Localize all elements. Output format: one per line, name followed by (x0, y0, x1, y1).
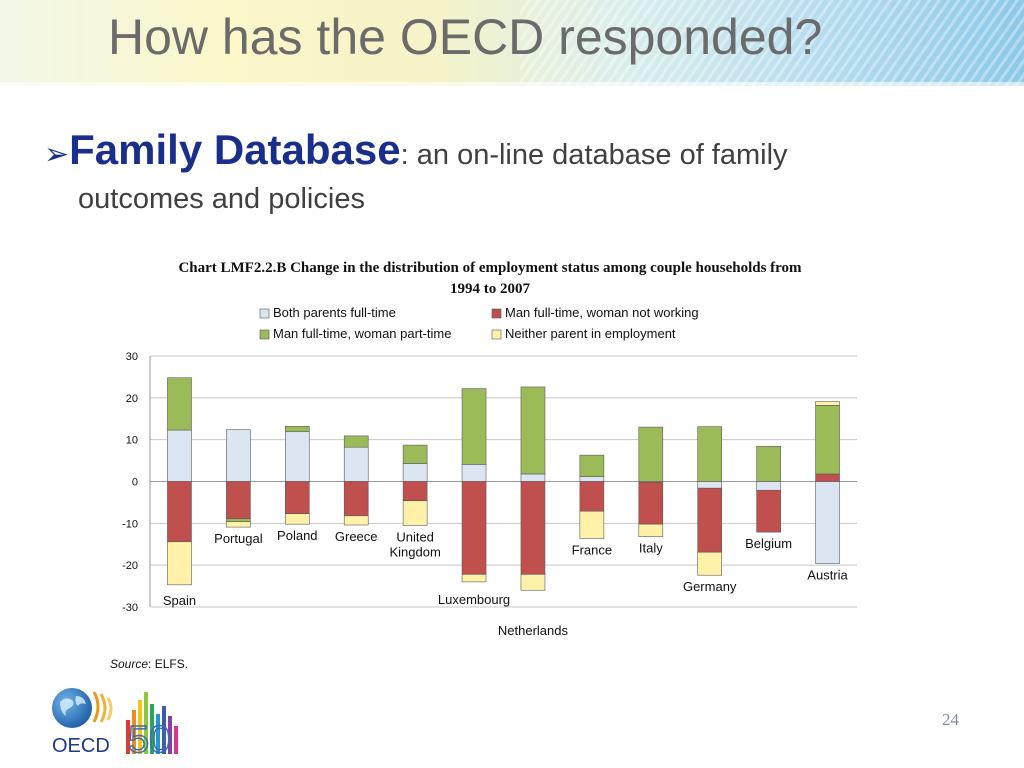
bar-spain-both-full-time (167, 430, 191, 481)
chart-title (110, 258, 870, 300)
bar-netherlands-man-full-woman-not (521, 482, 545, 575)
bar-greece-neither (344, 516, 368, 525)
arrow-bullet-icon: ➢ (44, 138, 70, 171)
bullet-rest-line1: : an on-line database of family (400, 139, 788, 171)
bar-luxembourg-neither (462, 574, 486, 582)
bar-united-kingdom-man-full-woman-not (403, 482, 427, 501)
bar-united-kingdom-neither (403, 501, 427, 526)
y-tick-label: -10 (122, 518, 138, 531)
bar-greece-man-full-woman-part (344, 436, 368, 447)
legend-swatch-man-full-time-woman-not-working (492, 309, 501, 318)
bar-germany-both-full-time (698, 482, 722, 489)
bar-france-man-full-woman-not (580, 482, 604, 512)
bar-luxembourg-both-full-time (462, 464, 486, 481)
swirl-icon (94, 692, 111, 722)
y-tick-label: 0 (131, 476, 138, 489)
legend-swatch-both-parents-full-time (260, 309, 269, 318)
bar-italy-man-full-woman-part (639, 427, 663, 481)
bar-spain-man-full-woman-not (167, 482, 191, 542)
y-tick-label: 20 (125, 392, 138, 405)
x-label-italy: Italy (638, 540, 663, 556)
bar-greece-man-full-woman-not (344, 482, 368, 516)
chart-title-line1: Chart LMF2.2.B Change in the distribution of employment status among couple households from (178, 260, 802, 276)
gridlines (150, 356, 857, 607)
y-axis-ticks (122, 351, 138, 614)
bar-united-kingdom-both-full-time (403, 464, 427, 482)
bar-netherlands-man-full-woman-part (521, 387, 545, 474)
x-label-greece: Greece (334, 529, 378, 545)
bar-netherlands-neither (521, 574, 545, 590)
source-label: Source (110, 657, 149, 671)
x-axis-labels (163, 528, 849, 638)
bar-belgium-man-full-woman-part (757, 446, 781, 481)
bars (167, 378, 839, 591)
bullet-strong-text: Family Database (69, 126, 401, 173)
bar-germany-man-full-woman-part (698, 427, 722, 482)
bar-austria-both-full-time (816, 482, 840, 564)
bullet-family-database (44, 128, 924, 221)
bullet-rest-line2: outcomes and policies (78, 183, 365, 215)
bar-poland-both-full-time (285, 432, 309, 482)
bar-austria-man-full-woman-not (816, 474, 840, 482)
bar-spain-neither (167, 542, 191, 585)
bar-poland-man-full-woman-part (285, 426, 309, 431)
bar-austria-man-full-woman-part (816, 405, 840, 474)
bar-belgium-man-full-woman-not (757, 490, 781, 532)
y-tick-label: 30 (125, 351, 138, 363)
source-note (110, 657, 188, 671)
bar-poland-man-full-woman-not (285, 482, 309, 514)
x-label-united-kingdom-line1: United (396, 529, 434, 545)
x-label-poland: Poland (277, 528, 318, 544)
x-label-portugal: Portugal (214, 531, 263, 547)
legend-label-both-parents-full-time: Both parents full-time (273, 305, 396, 320)
bar-belgium-both-full-time (757, 482, 781, 491)
bar-portugal-man-full-woman-part (226, 519, 250, 522)
bar-luxembourg-man-full-woman-not (462, 482, 486, 575)
x-label-luxembourg: Luxembourg (437, 591, 511, 607)
anniversary-text: 50 (128, 719, 171, 758)
x-label-belgium: Belgium (745, 536, 793, 552)
bar-france-both-full-time (580, 476, 604, 481)
x-label-united-kingdom-line2: Kingdom (389, 544, 441, 560)
page-number: 24 (942, 710, 959, 729)
x-label-netherlands: Netherlands (497, 623, 569, 638)
bar-portugal-both-full-time (226, 430, 250, 482)
x-label-germany: Germany (682, 579, 737, 595)
bar-greece-both-full-time (344, 447, 368, 481)
bar-poland-neither (285, 514, 309, 524)
bar-united-kingdom-man-full-woman-part (403, 445, 427, 463)
legend (260, 305, 699, 341)
oecd-50-logo (50, 686, 190, 758)
y-tick-label: 10 (125, 434, 138, 447)
bar-france-neither (580, 511, 604, 538)
x-label-france: France (571, 542, 613, 558)
bar-portugal-neither (226, 522, 250, 527)
x-label-austria: Austria (807, 567, 848, 583)
source-text: : ELFS. (148, 657, 189, 671)
legend-label-neither-parent-in-employment: Neither parent in employment (505, 326, 676, 341)
bar-italy-man-full-woman-not (639, 482, 663, 524)
chart-title-line2: 1994 to 2007 (450, 281, 530, 297)
legend-label-man-full-time-woman-part-time: Man full-time, woman part-time (273, 326, 452, 341)
chart (100, 300, 880, 645)
y-tick-label: -20 (122, 560, 138, 573)
y-tick-label: -30 (122, 602, 138, 614)
legend-swatch-man-full-time-woman-part-time (260, 330, 269, 339)
bar-italy-neither (639, 524, 663, 537)
legend-label-man-full-time-woman-not-working: Man full-time, woman not working (505, 305, 699, 320)
bar-portugal-man-full-woman-not (226, 482, 250, 519)
globe-icon (52, 688, 92, 728)
slide-title: How has the OECD responded? (108, 9, 823, 65)
bar-austria-neither (816, 402, 840, 406)
bar-netherlands-both-full-time (521, 474, 545, 482)
x-label-spain: Spain (162, 592, 197, 608)
bar-luxembourg-man-full-woman-part (462, 389, 486, 465)
oecd-logo-text: OECD (52, 735, 110, 757)
bar-germany-neither (698, 552, 722, 575)
bar-france-man-full-woman-part (580, 455, 604, 476)
bar-spain-man-full-woman-part (167, 378, 191, 430)
bar-germany-man-full-woman-not (698, 488, 722, 552)
legend-swatch-neither-parent-in-employment (492, 330, 501, 339)
